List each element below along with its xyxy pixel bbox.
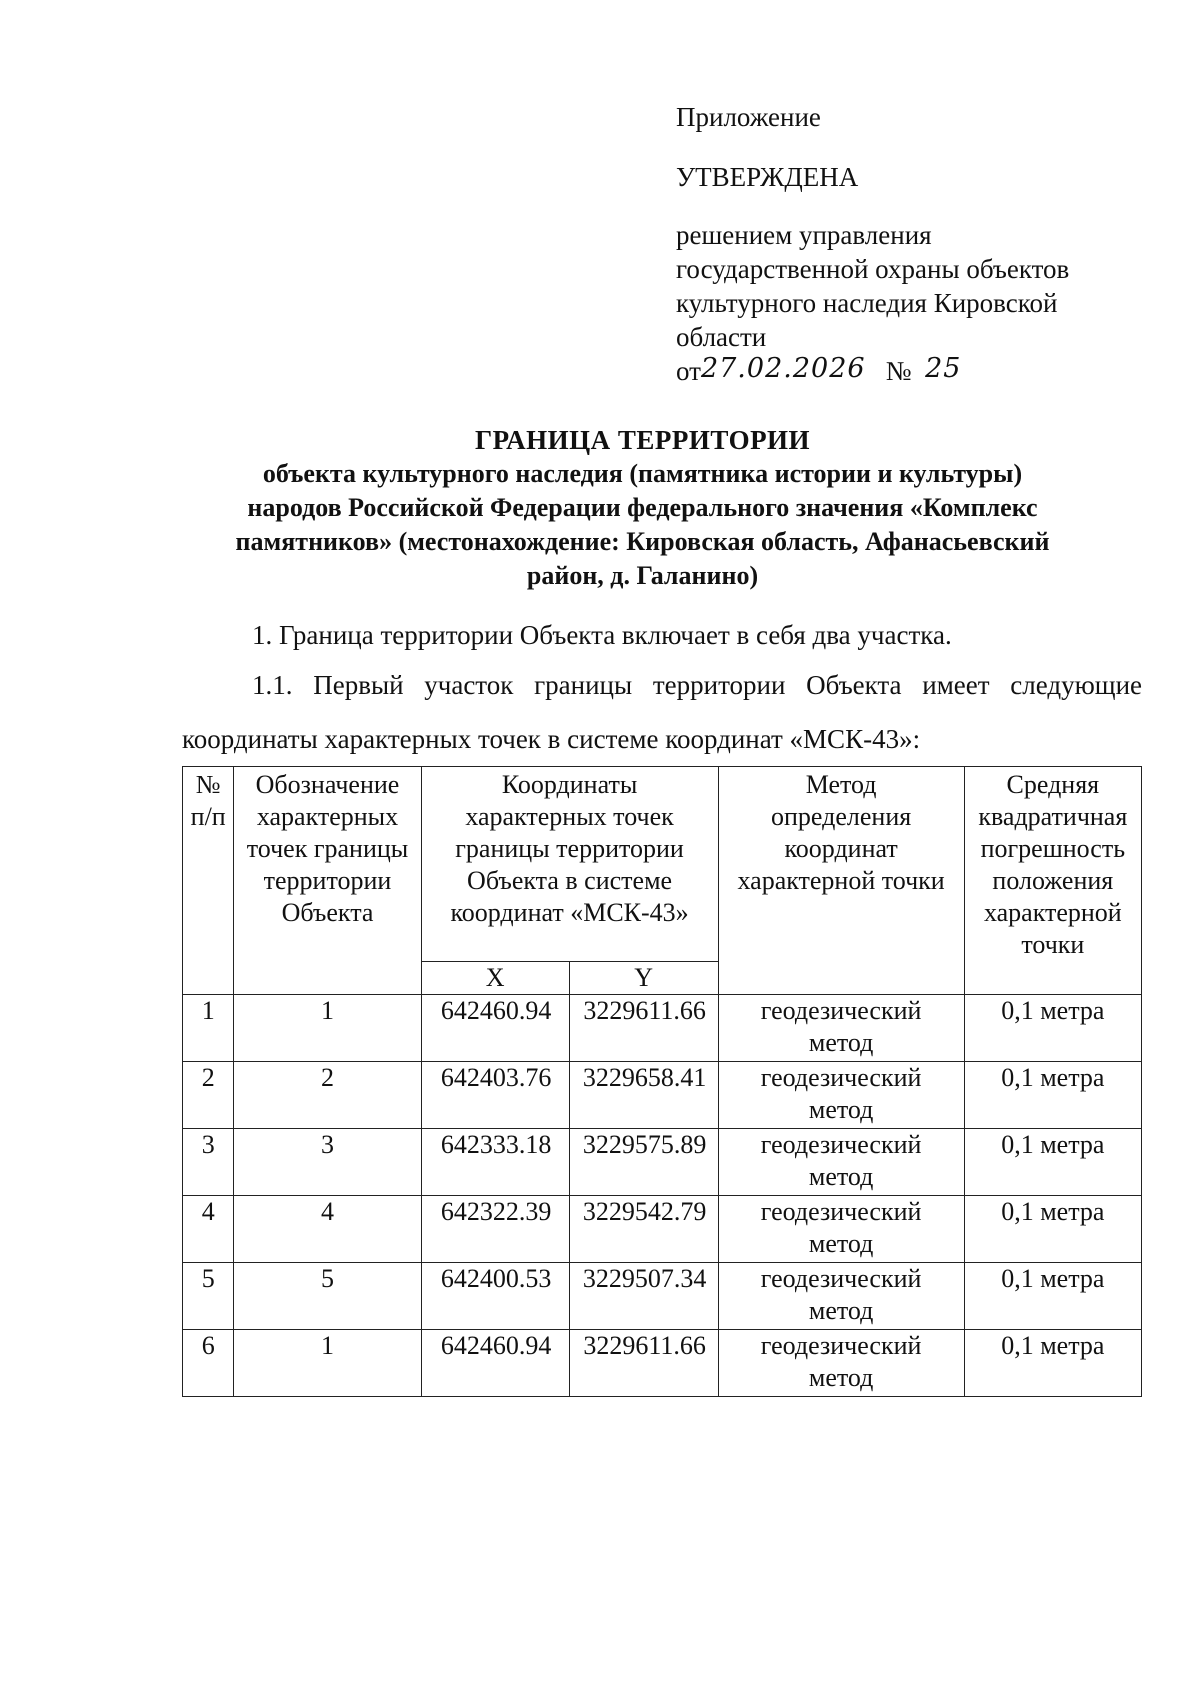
cell-x: 642460.94	[421, 995, 569, 1062]
header-error-line-3: погрешность	[980, 834, 1126, 863]
cell-method-line-1: геодезический	[760, 996, 922, 1025]
cell-method-line-2: метод	[808, 1363, 874, 1392]
header-error-line-2: квадратичная	[978, 802, 1128, 831]
cell-method	[718, 995, 964, 1062]
header-coords-line-4: Объекта в системе	[467, 866, 673, 895]
cell-method	[718, 1129, 964, 1196]
cell-method-line-1: геодезический	[760, 1130, 922, 1159]
cell-x: 642403.76	[421, 1062, 569, 1129]
table-row	[183, 1196, 1142, 1263]
cell-num: 2	[183, 1062, 234, 1129]
cell-error: 0,1 метра	[964, 1129, 1141, 1196]
cell-point: 3	[234, 1129, 421, 1196]
title-main: ГРАНИЦА ТЕРРИТОРИИ	[474, 425, 811, 455]
cell-num: 3	[183, 1129, 234, 1196]
cell-method-line-1: геодезический	[760, 1331, 922, 1360]
cell-point: 2	[234, 1062, 421, 1129]
header-designation	[234, 767, 421, 995]
cell-num: 6	[183, 1330, 234, 1397]
header-x: X	[421, 962, 569, 995]
cell-point: 5	[234, 1263, 421, 1330]
cell-y: 3229542.79	[569, 1196, 718, 1263]
coordinates-table	[182, 766, 1142, 1397]
handwritten-number: 25	[925, 353, 962, 384]
cell-num: 5	[183, 1263, 234, 1330]
decision-line-2: государственной охраны объектов	[676, 254, 1070, 284]
cell-method-line-2: метод	[808, 1162, 874, 1191]
title-line-1: объекта культурного наследия (памятника истории и культуры)	[262, 459, 1023, 488]
cell-error: 0,1 метра	[964, 1062, 1141, 1129]
approved-label: УТВЕРЖДЕНА	[676, 162, 859, 192]
cell-x: 642333.18	[421, 1129, 569, 1196]
header-method-line-1: Метод	[805, 770, 877, 799]
cell-method	[718, 1062, 964, 1129]
cell-y: 3229611.66	[569, 995, 718, 1062]
header-num-line-1: №	[195, 770, 221, 799]
title-line-3: памятников» (местонахождение: Кировская область, Афанасьевский	[235, 527, 1050, 556]
cell-y: 3229575.89	[569, 1129, 718, 1196]
header-designation-line-2: характерных	[256, 802, 399, 831]
cell-method-line-1: геодезический	[760, 1197, 922, 1226]
cell-x: 642400.53	[421, 1263, 569, 1330]
cell-method-line-1: геодезический	[760, 1264, 922, 1293]
number-sign: №	[885, 356, 912, 386]
header-designation-line-5: Объекта	[281, 898, 374, 927]
cell-method-line-2: метод	[808, 1028, 874, 1057]
table-row	[183, 1330, 1142, 1397]
title-line-2: народов Российской Федерации федерального значения «Комплекс	[247, 493, 1038, 522]
cell-method	[718, 1263, 964, 1330]
table-row	[183, 1263, 1142, 1330]
header-num-line-2: п/п	[190, 802, 226, 831]
table-row	[183, 1062, 1142, 1129]
decision-line-3: культурного наследия Кировской	[676, 288, 1058, 318]
cell-method	[718, 1330, 964, 1397]
header-error-line-6: точки	[1021, 930, 1085, 959]
header-designation-line-4: территории	[263, 866, 392, 895]
header-method-line-4: характерной точки	[737, 866, 945, 895]
cell-y: 3229658.41	[569, 1062, 718, 1129]
cell-point: 4	[234, 1196, 421, 1263]
cell-num: 1	[183, 995, 234, 1062]
cell-method-line-2: метод	[808, 1095, 874, 1124]
cell-error: 0,1 метра	[964, 995, 1141, 1062]
paragraph-1: 1. Граница территории Объекта включает в себя два участка.	[252, 620, 952, 650]
cell-point: 1	[234, 1330, 421, 1397]
header-coordinates	[421, 767, 718, 962]
cell-num: 4	[183, 1196, 234, 1263]
header-designation-line-1: Обозначение	[255, 770, 400, 799]
header-coords-line-3: границы территории	[455, 834, 684, 863]
table-header-row	[183, 767, 1142, 962]
header-error-line-5: характерной	[983, 898, 1122, 927]
cell-error: 0,1 метра	[964, 1330, 1141, 1397]
date-prefix: от	[676, 356, 701, 386]
header-method-line-2: определения	[771, 802, 912, 831]
cell-method	[718, 1196, 964, 1263]
cell-error: 0,1 метра	[964, 1263, 1141, 1330]
handwritten-date: 27.02.2026	[700, 353, 866, 384]
decision-line-1: решением управления	[676, 220, 932, 250]
header-coords-line-1: Координаты	[501, 770, 638, 799]
appendix-label: Приложение	[676, 102, 821, 132]
cell-method-line-1: геодезический	[760, 1063, 922, 1092]
title-line-4: район, д. Галанино)	[526, 561, 759, 590]
cell-y: 3229507.34	[569, 1263, 718, 1330]
cell-method-line-2: метод	[808, 1296, 874, 1325]
date-number-line	[676, 354, 1156, 389]
header-y: Y	[569, 962, 718, 995]
header-error-line-1: Средняя	[1006, 770, 1100, 799]
cell-error: 0,1 метра	[964, 1196, 1141, 1263]
document-title	[170, 423, 1115, 593]
paragraph-1-1: 1.1. Первый участок границы территории Объекта имеет следующие	[252, 670, 1142, 700]
cell-x: 642322.39	[421, 1196, 569, 1263]
cell-point: 1	[234, 995, 421, 1062]
cell-x: 642460.94	[421, 1330, 569, 1397]
header-method-line-3: координат	[784, 834, 898, 863]
header-designation-line-3: точек границы	[246, 834, 409, 863]
decision-line-4: области	[676, 322, 767, 352]
header-error	[964, 767, 1141, 995]
header-coords-line-2: характерных точек	[465, 802, 674, 831]
table-row	[183, 1129, 1142, 1196]
header-coords-line-5: координат «МСК-43»	[450, 898, 689, 927]
approval-block	[676, 100, 1156, 389]
cell-method-line-2: метод	[808, 1229, 874, 1258]
cell-y: 3229611.66	[569, 1330, 718, 1397]
header-method	[718, 767, 964, 995]
paragraph-1-1-cont: координаты характерных точек в системе координат «МСК-43»:	[182, 724, 921, 754]
table-row	[183, 995, 1142, 1062]
header-num	[183, 767, 234, 995]
header-error-line-4: положения	[992, 866, 1114, 895]
